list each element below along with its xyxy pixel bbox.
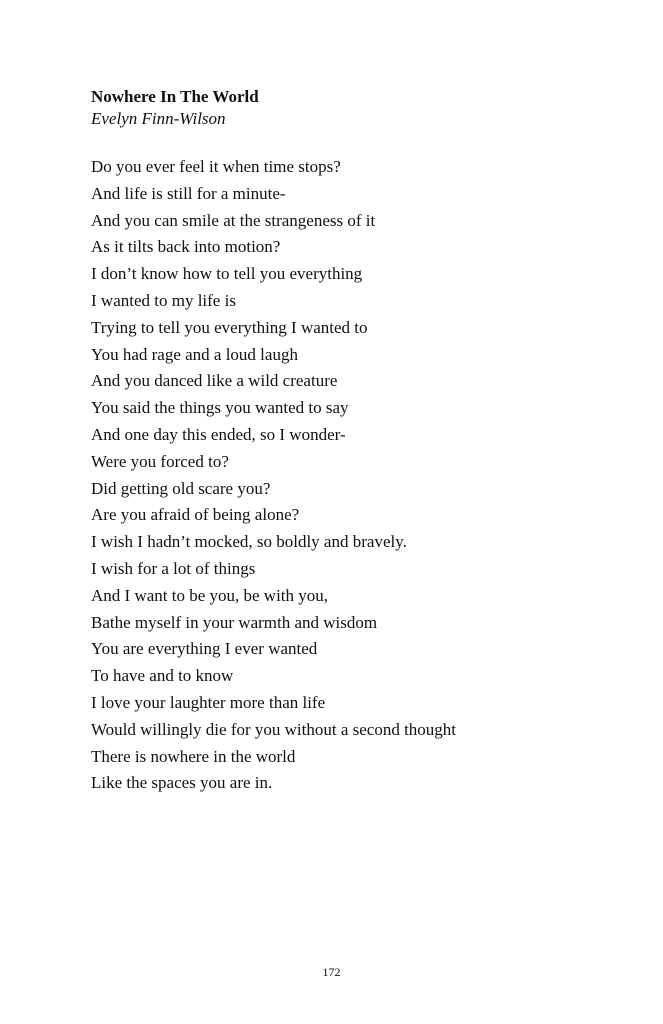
- poem-line: To have and to know: [91, 666, 234, 686]
- poem-line: Are you afraid of being alone?: [91, 505, 300, 525]
- poem-line: You said the things you wanted to say: [91, 398, 349, 418]
- poem-line: I love your laughter more than life: [91, 692, 326, 712]
- poem-line: Like the spaces you are in.: [91, 773, 273, 793]
- poem-line: And one day this ended, so I wonder-: [91, 424, 346, 444]
- poem: [91, 86, 611, 797]
- poem-line: I don’t know how to tell you everything: [91, 264, 363, 284]
- poem-line: And you danced like a wild creature: [91, 371, 338, 391]
- poem-line: I wish I hadn’t mocked, so boldly and bravely.: [91, 532, 407, 552]
- poem-line: Trying to tell you everything I wanted to: [91, 317, 368, 337]
- poem-line: And life is still for a minute-: [91, 183, 286, 203]
- poem-line: You had rage and a loud laugh: [91, 344, 298, 364]
- poem-line: You are everything I ever wanted: [91, 639, 318, 659]
- poem-line: I wish for a lot of things: [91, 558, 256, 578]
- poem-line: Would willingly die for you without a second thought: [91, 719, 457, 739]
- poem-line: Bathe myself in your warmth and wisdom: [91, 612, 378, 632]
- poem-line: There is nowhere in the world: [91, 746, 296, 766]
- poem-line: And I want to be you, be with you,: [91, 585, 329, 605]
- poem-author: Evelyn Finn-Wilson: [91, 109, 226, 128]
- poem-line: Do you ever feel it when time stops?: [91, 157, 341, 176]
- page-number: 172: [322, 965, 341, 979]
- poem-body: [91, 154, 611, 797]
- poem-line: And you can smile at the strangeness of it: [91, 210, 376, 230]
- poem-line: As it tilts back into motion?: [91, 237, 281, 257]
- poem-line: Did getting old scare you?: [91, 478, 271, 498]
- poem-line: Were you forced to?: [91, 451, 229, 471]
- poem-title: Nowhere In The World: [91, 87, 259, 106]
- poem-line: I wanted to my life is: [91, 290, 236, 310]
